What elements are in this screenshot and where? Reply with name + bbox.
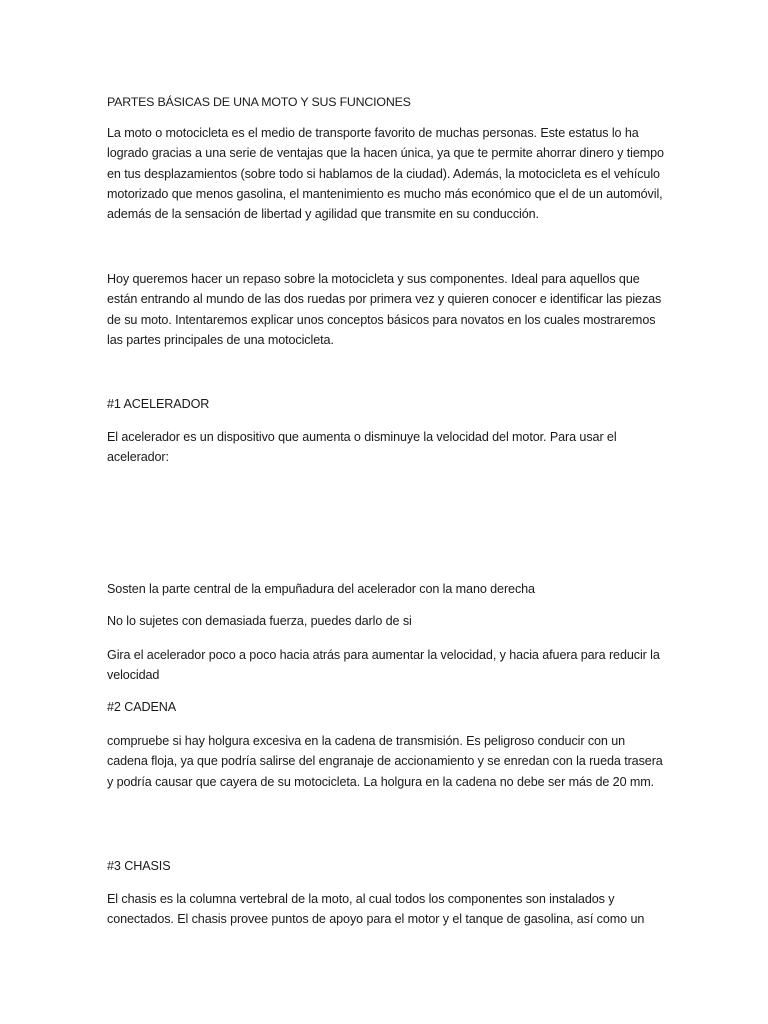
- acelerador-step-1: Sosten la parte central de la empuñadura del acelerador con la mano derecha: [107, 582, 535, 596]
- acelerador-step-3: Gira el acelerador poco a poco hacia atrás para aumentar la velocidad, y hacia afuera para reducir la velocidad: [107, 648, 660, 683]
- intro-paragraph: La moto o motocicleta es el medio de transporte favorito de muchas personas. Este estatus lo ha logrado gracias a una serie de ventajas que la hacen única, ya que te permite ahorrar dinero y tiempo en tus desplazamientos (sobre todo si hablamos de la ciudad). Además, la motocicleta es el vehículo motorizado que menos gasolina, el mantenimiento es mucho más económico que el de un automóvil, además de la sensación de libertad y agilidad que transmite en su conducción.: [107, 126, 664, 222]
- section-body-cadena: compruebe si hay holgura excesiva en la cadena de transmisión. Es peligroso conducir con un cadena floja, ya que podría salirse del engranaje de accionamiento y se enredan con la rueda trasera y podría causar que cayera de su motocicleta. La holgura en la cadena no debe ser más de 20 mm.: [107, 734, 663, 789]
- section-body-acelerador: El acelerador es un dispositivo que aumenta o disminuye la velocidad del motor. Para usar el acelerador:: [107, 430, 617, 465]
- acelerador-step-2: No lo sujetes con demasiada fuerza, puedes darlo de si: [107, 614, 412, 628]
- section-body-chasis: El chasis es la columna vertebral de la moto, al cual todos los componentes son instalados y conectados. El chasis provee puntos de apoyo para el motor y el tanque de gasolina, así como un: [107, 892, 645, 927]
- section-heading-cadena: #2 CADENA: [107, 700, 177, 714]
- section-heading-chasis: #3 CHASIS: [107, 859, 171, 873]
- document-title: PARTES BÁSICAS DE UNA MOTO Y SUS FUNCIONES: [107, 95, 411, 109]
- overview-paragraph: Hoy queremos hacer un repaso sobre la motocicleta y sus componentes. Ideal para aquellos que están entrando al mundo de las dos ruedas por primera vez y quieren conocer e identificar las piezas de su moto. Intentaremos explicar unos conceptos básicos para novatos en los cuales mostraremos las partes principales de una motocicleta.: [107, 272, 662, 347]
- section-heading-acelerador: #1 ACELERADOR: [107, 397, 210, 411]
